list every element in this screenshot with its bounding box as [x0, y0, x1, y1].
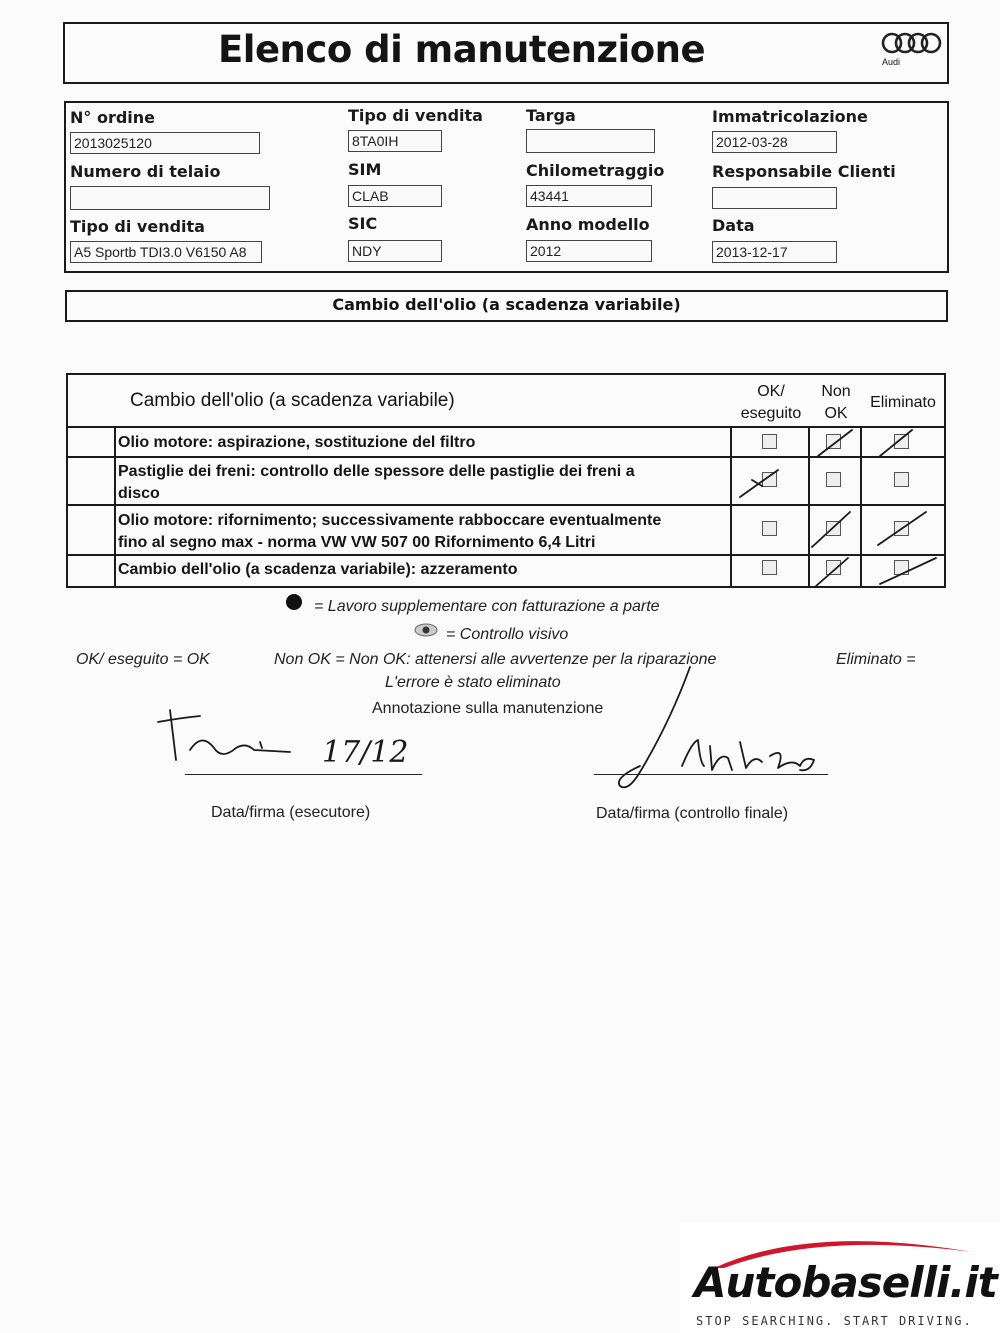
- sim-label: SIM: [348, 160, 382, 179]
- legend-elim-def2: L'errore è stato eliminato: [385, 674, 561, 691]
- audi-brand-text: Audi: [882, 57, 901, 67]
- final-check-label: Data/firma (controllo finale): [596, 805, 789, 822]
- legend-nonok-def: Non OK = Non OK: attenersi alle avvertenze per la riparazione: [274, 651, 717, 668]
- watermark: [680, 1222, 1000, 1333]
- final-check-signature-line: [594, 774, 828, 775]
- col-nonok-header-line1: Non: [821, 383, 851, 400]
- table-title: Cambio dell'olio (a scadenza variabile): [130, 390, 455, 411]
- section-banner-title: Cambio dell'olio (a scadenza variabile): [332, 295, 681, 314]
- row-line: Olio motore: aspirazione, sostituzione del filtro: [118, 434, 476, 451]
- page-title: Elenco di manutenzione: [218, 28, 706, 71]
- order-no-label: N° ordine: [70, 108, 156, 127]
- col-nonok-header-line2: OK: [824, 405, 848, 422]
- sim-field[interactable]: CLAB: [348, 185, 442, 207]
- legend-ok-def: OK/ eseguito = OK: [76, 651, 210, 668]
- sale-type-field[interactable]: 8TA0IH: [348, 130, 442, 152]
- handwritten-date: 17/12: [322, 735, 409, 770]
- eye-icon: [414, 622, 438, 642]
- row-line: fino al segno max - norma VW VW 507 00 Rifornimento 6,4 Litri: [118, 534, 596, 551]
- signature-final-check: [600, 662, 840, 802]
- registration-label: Immatricolazione: [712, 107, 868, 126]
- supplementary-bullet-icon: [286, 594, 302, 610]
- date-label: Data: [712, 216, 755, 235]
- annotation-label: Annotazione sulla manutenzione: [372, 700, 604, 717]
- sic-label: SIC: [348, 214, 378, 233]
- watermark-brand: Autobaselli.it: [694, 1258, 997, 1307]
- legend-elim-def: Eliminato =: [836, 651, 916, 668]
- row-line: Cambio dell'olio (a scadenza variabile): azzeramento: [118, 561, 518, 578]
- executor-signature-line: [185, 774, 422, 775]
- mileage-label: Chilometraggio: [526, 161, 665, 180]
- registration-field[interactable]: 2012-03-28: [712, 131, 837, 153]
- handwritten-checkmarks: [0, 0, 1000, 600]
- model-year-field[interactable]: 2012: [526, 240, 652, 262]
- legend-visual: = Controllo visivo: [446, 626, 569, 643]
- col-ok-header-line1: OK/: [757, 383, 785, 400]
- row-line: Pastiglie dei freni: controllo delle spessore delle pastiglie dei freni a: [118, 463, 635, 480]
- client-resp-label: Responsabile Clienti: [712, 162, 896, 181]
- model-year-label: Anno modello: [526, 215, 650, 234]
- watermark-tagline: STOP SEARCHING. START DRIVING.: [696, 1314, 973, 1328]
- mileage-field[interactable]: 43441: [526, 185, 652, 207]
- legend-supplementary: = Lavoro supplementare con fatturazione a parte: [314, 598, 660, 615]
- sic-field[interactable]: NDY: [348, 240, 442, 262]
- col-ok-header-line2: eseguito: [740, 405, 802, 422]
- plate-label: Targa: [526, 106, 576, 125]
- sale-type-label: Tipo di vendita: [348, 106, 483, 125]
- executor-label: Data/firma (esecutore): [211, 804, 371, 821]
- sale-type2-label: Tipo di vendita: [70, 217, 205, 236]
- chassis-label: Numero di telaio: [70, 162, 221, 181]
- order-no-field[interactable]: 2013025120: [70, 132, 260, 154]
- model-desc-field[interactable]: A5 Sportb TDI3.0 V6150 A8: [70, 241, 262, 263]
- col-elim-header: Eliminato: [870, 394, 936, 411]
- row-line: Olio motore: rifornimento; successivamente rabboccare eventualmente: [118, 512, 662, 529]
- date-field[interactable]: 2013-12-17: [712, 241, 837, 263]
- row-line: disco: [118, 485, 160, 502]
